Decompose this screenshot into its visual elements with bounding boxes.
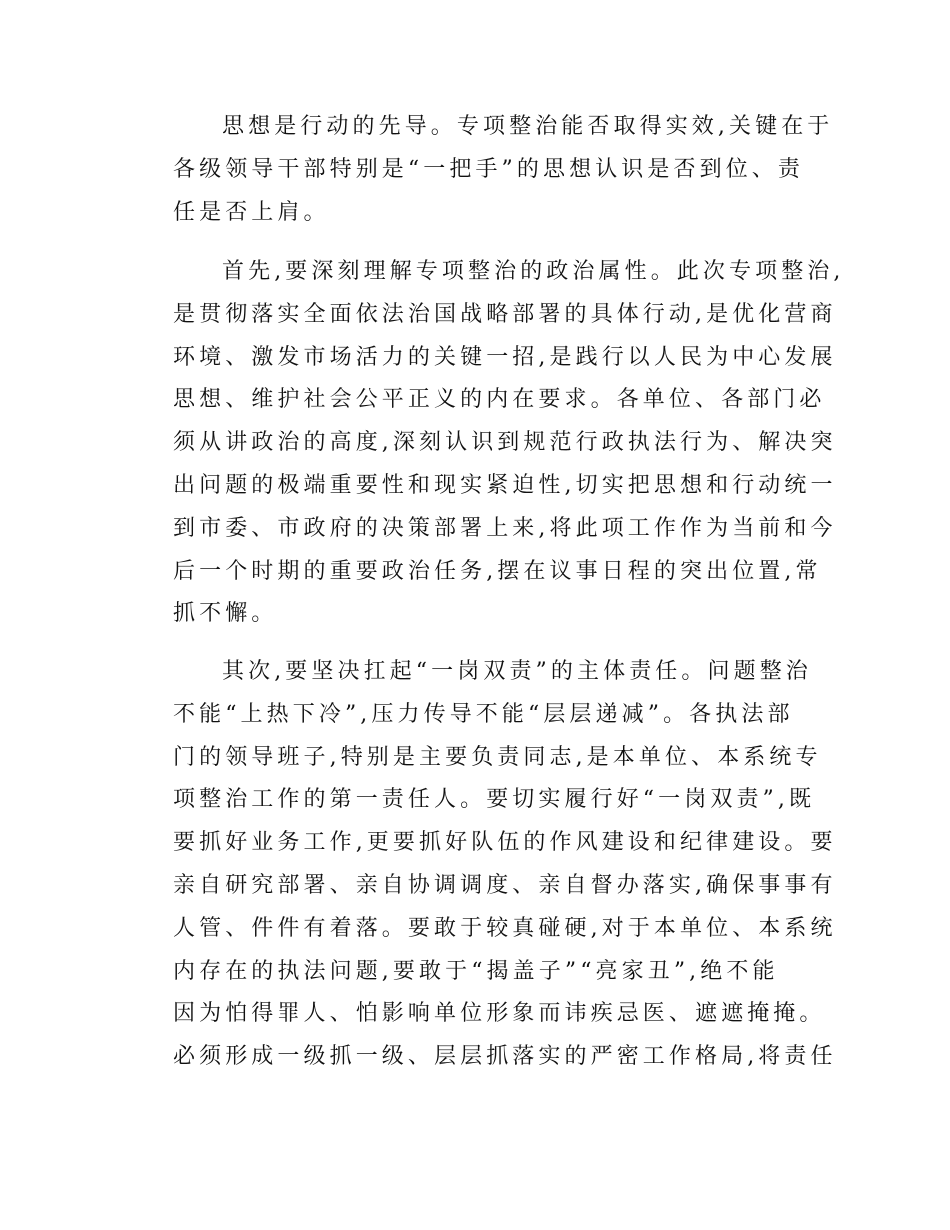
text-line: 门的领导班子,特别是主要负责同志,是本单位、本系统专 <box>173 744 822 770</box>
paragraph-mindset <box>173 106 834 234</box>
text-line: 后一个时期的重要政治任务,摆在议事日程的突出位置,常 <box>173 558 822 584</box>
paragraph-main-responsibility <box>173 651 837 1079</box>
text-line: 亲自研究部署、亲自协调调度、亲自督办落实,确保事事有 <box>173 872 837 898</box>
text-line: 首先,要深刻理解专项整治的政治属性。此次专项整治, <box>222 259 845 284</box>
text-line: 思想是行动的先导。专项整治能否取得实效,关键在于 <box>222 114 834 139</box>
paragraph-political-attribute <box>173 251 845 636</box>
text-line: 须从讲政治的高度,深刻认识到规范行政执法行为、解决突 <box>173 430 837 456</box>
text-line: 任是否上肩。 <box>173 199 330 225</box>
text-line: 环境、激发市场活力的关键一招,是践行以人民为中心发展 <box>173 344 837 370</box>
text-line: 要抓好业务工作,更要抓好队伍的作风建设和纪律建设。要 <box>173 830 837 856</box>
text-line: 其次,要坚决扛起“一岗双责”的主体责任。问题整治 <box>222 659 812 684</box>
text-line: 到市委、市政府的决策部署上来,将此项工作作为当前和今 <box>173 515 837 541</box>
text-line: 项整治工作的第一责任人。要切实履行好“一岗双责”,既 <box>173 787 816 813</box>
text-line: 思想、维护社会公平正义的内在要求。各单位、各部门必 <box>173 387 826 413</box>
text-line: 内存在的执法问题,要敢于“揭盖子”“亮家丑”,绝不能 <box>173 958 779 984</box>
text-line: 抓不懈。 <box>173 601 278 627</box>
text-line: 必须形成一级抓一级、层层抓落实的严密工作格局,将责任 <box>173 1044 837 1070</box>
text-line: 各级领导干部特别是“一把手”的思想认识是否到位、责 <box>173 156 804 182</box>
text-line: 不能“上热下冷”,压力传导不能“层层递减”。各执法部 <box>173 701 794 727</box>
text-line: 因为怕得罪人、怕影响单位形象而讳疾忌医、遮遮掩掩。 <box>173 1001 826 1027</box>
text-line: 出问题的极端重要性和现实紧迫性,切实把思想和行动统一 <box>173 472 837 498</box>
text-line: 是贯彻落实全面依法治国战略部署的具体行动,是优化营商 <box>173 301 837 327</box>
text-line: 人管、件件有着落。要敢于较真碰硬,对于本单位、本系统 <box>173 915 837 941</box>
